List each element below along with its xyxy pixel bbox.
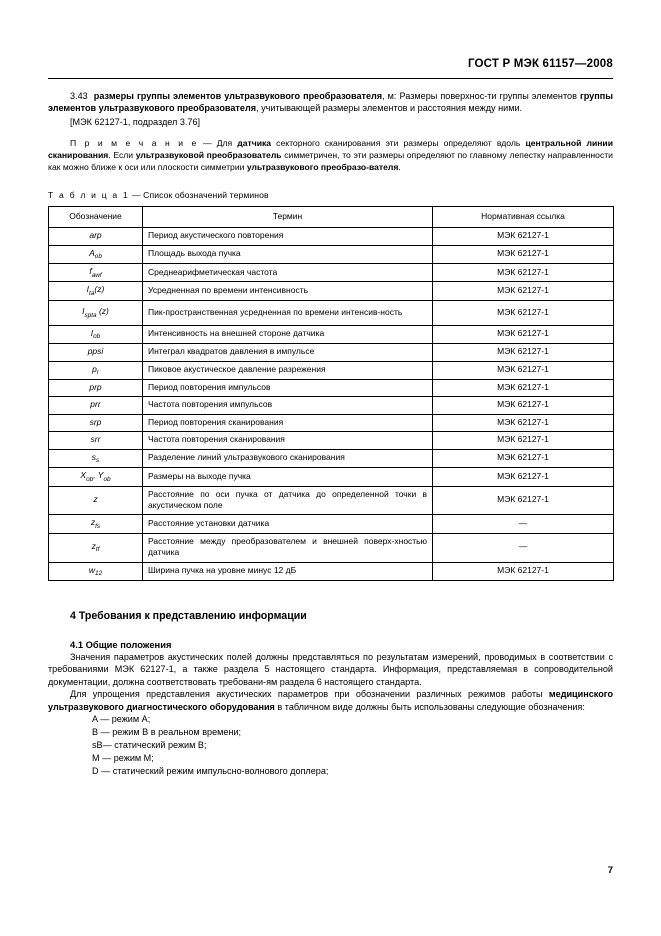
mode-abbreviation-list [48, 713, 613, 778]
cell-reference: МЭК 62127-1 [433, 432, 614, 449]
page-content [48, 90, 613, 778]
table-row [49, 361, 614, 379]
table-row [49, 344, 614, 361]
cell-term: Пиковое акустическое давление разрежения [143, 361, 433, 379]
cell-term: Расстояние между преобразователем и внешней поверх-хностью датчика [143, 533, 433, 562]
cell-reference: МЭК 62127-1 [433, 449, 614, 467]
cell-term: Частота повторения сканирования [143, 432, 433, 449]
cell-symbol: $z_{tf}$ [49, 533, 143, 562]
cell-symbol: $f_{awf}$ [49, 264, 143, 282]
cell-term: Период повторения импульсов [143, 380, 433, 397]
cell-symbol: ppsi [49, 344, 143, 361]
cell-term: Расстояние установки датчика [143, 515, 433, 533]
table-caption [48, 190, 613, 200]
cell-term: Период акустического повторения [143, 228, 433, 245]
cell-reference: МЭК 62127-1 [433, 300, 614, 325]
table-row [49, 533, 614, 562]
cell-symbol: srp [49, 414, 143, 431]
table-row [49, 562, 614, 580]
note-dash: — [197, 138, 217, 149]
column-header-term: Термин [143, 207, 433, 228]
cell-symbol: $s_s$ [49, 449, 143, 467]
symbols-table [48, 206, 614, 581]
cell-term: Площадь выхода пучка [143, 245, 433, 263]
cell-symbol: $I_{ob}$ [49, 325, 143, 343]
list-item: B — режим B в реальном времени; [92, 727, 242, 738]
list-item: M — режим M; [92, 753, 154, 764]
paragraph-2-text-after: в табличном виде должны быть использованы следующие обозначения: [274, 701, 585, 712]
cell-symbol: $p_r$ [49, 361, 143, 379]
table-row [49, 468, 614, 486]
list-item: A — режим A; [92, 713, 151, 724]
paragraph-2-text-before: Для упрощения представления акустических параметров при обозначении различных режимов работы [70, 689, 549, 700]
cell-term: Среднеарифметическая частота [143, 264, 433, 282]
cell-reference: МЭК 62127-1 [433, 380, 614, 397]
section-4-1-paragraph-2 [48, 688, 613, 713]
page-header: ГОСТ Р МЭК 61157—2008 [467, 58, 613, 70]
note-label: П р и м е ч а н и е [70, 138, 198, 149]
table-row [49, 300, 614, 325]
cell-term: Период повторения сканирования [143, 414, 433, 431]
cell-reference: МЭК 62127-1 [433, 282, 614, 300]
cell-symbol: arp [49, 228, 143, 245]
table-row [49, 325, 614, 343]
note-text-3: . Если [108, 150, 136, 161]
table-row [49, 245, 614, 263]
cell-reference: — [433, 515, 614, 533]
table-row [49, 380, 614, 397]
cell-reference: МЭК 62127-1 [433, 414, 614, 431]
clause-text-1: , м: Размеры поверхнос-ти группы элементов [382, 91, 580, 101]
cell-term: Расстояние по оси пучка от датчика до определенной точки в акустическом поле [143, 486, 433, 515]
table-row [49, 449, 614, 467]
note-text-1: Для [216, 138, 238, 149]
table-caption-dash: — [129, 190, 144, 201]
list-item: D — статический режим импульсно-волнового доплера; [92, 766, 329, 777]
cell-term: Ширина пучка на уровне минус 12 дБ [143, 562, 433, 580]
symbols-table-body [49, 228, 614, 581]
note-text-2: секторного сканирования эти размеры определяют вдоль [271, 138, 526, 149]
section-4-1-heading: 4.1 Общие положения [70, 638, 172, 650]
cell-reference: МЭК 62127-1 [433, 397, 614, 414]
cell-reference: МЭК 62127-1 [433, 245, 614, 263]
cell-symbol: srr [49, 432, 143, 449]
cell-term: Интенсивность на внешней стороне датчика [143, 325, 433, 343]
header-rule [48, 78, 613, 79]
table-row [49, 228, 614, 245]
cell-reference: МЭК 62127-1 [433, 344, 614, 361]
cell-reference: МЭК 62127-1 [433, 325, 614, 343]
cell-reference: МЭК 62127-1 [433, 486, 614, 515]
clause-text-2: , учитывающей размеры элементов и расстояния между ними. [256, 103, 523, 114]
section-4-heading: 4 Требования к представлению информации [70, 609, 307, 622]
table-row [49, 486, 614, 515]
cell-term: Разделение линий ультразвукового сканирования [143, 449, 433, 467]
table-row [49, 282, 614, 300]
cell-term: Размеры на выходе пучка [143, 468, 433, 486]
clause-3-43 [48, 90, 613, 115]
cell-symbol: $X_{ob}$, $Y_{ob}$ [49, 468, 143, 486]
table-row [49, 264, 614, 282]
column-header-symbol: Обозначение [49, 207, 143, 228]
cell-reference: МЭК 62127-1 [433, 264, 614, 282]
cell-reference: МЭК 62127-1 [433, 468, 614, 486]
section-4-1-paragraph-1: Значения параметров акустических полей должны представляться по результатам измерений, проводимых в соответствии с требованиями МЭК 62127-1, а также раздела 5 настоящего стандарта. Информация, представляемая в сопроводительной документации, должна соответствовать требовани-ям раздела 6 настоящего стандарта. [48, 651, 613, 687]
cell-symbol: prr [49, 397, 143, 414]
table-caption-label: Т а б л и ц а 1 [48, 190, 130, 201]
table-row [49, 397, 614, 414]
cell-symbol: $w_{12}$ [49, 562, 143, 580]
note-text-5: . [398, 162, 401, 173]
table-row [49, 515, 614, 533]
cell-symbol: $I_{ta}(z)$ [49, 282, 143, 300]
table-header-row [49, 207, 614, 228]
cell-symbol: $I_{spta}$ (z) [49, 300, 143, 325]
cell-reference: МЭК 62127-1 [433, 228, 614, 245]
note-bold-1: датчика [237, 138, 272, 149]
list-item: sB— статический режим B; [92, 740, 207, 751]
note-bold-4: ультразвукового преобразо-вателя [246, 162, 399, 173]
note-bold-3: ультразвуковой преобразователь [135, 150, 282, 161]
cell-reference: МЭК 62127-1 [433, 562, 614, 580]
cell-reference: МЭК 62127-1 [433, 361, 614, 379]
cell-term: Пик-пространственная усредненная по времени интенсив-ность [143, 300, 433, 325]
cell-symbol: $z_{fs}$ [49, 515, 143, 533]
paragraph-2-bold: медицинского ультразвукового диагностического оборудования [48, 689, 613, 712]
cell-symbol: z [49, 486, 143, 515]
table-row [49, 414, 614, 431]
cell-term: Интеграл квадратов давления в импульсе [143, 344, 433, 361]
cell-symbol: prp [49, 380, 143, 397]
cell-symbol: $A_{ob}$ [49, 245, 143, 263]
note-bold-2: центральной линии сканирования [48, 138, 613, 161]
page-number: 7 [607, 865, 613, 876]
note-text-4: симметричен, то эти размеры определяют по главному лепестку направленности как можно ближе к оси или плоскости симметрии [48, 150, 613, 173]
clause-term: размеры группы элементов ультразвукового преобразователя [93, 91, 383, 101]
clause-term-2: группы элементов ультразвукового преобразователя [48, 91, 613, 114]
cell-term: Усредненная по времени интенсивность [143, 282, 433, 300]
note-block [48, 137, 613, 173]
clause-number: 3.43 [70, 91, 88, 101]
column-header-reference: Нормативная ссылка [433, 207, 614, 228]
cell-term: Частота повторения импульсов [143, 397, 433, 414]
table-caption-title: Список обозначений терминов [143, 190, 269, 201]
clause-reference: [МЭК 62127-1, подраздел 3.76] [70, 116, 201, 127]
table-row [49, 432, 614, 449]
cell-reference: — [433, 533, 614, 562]
